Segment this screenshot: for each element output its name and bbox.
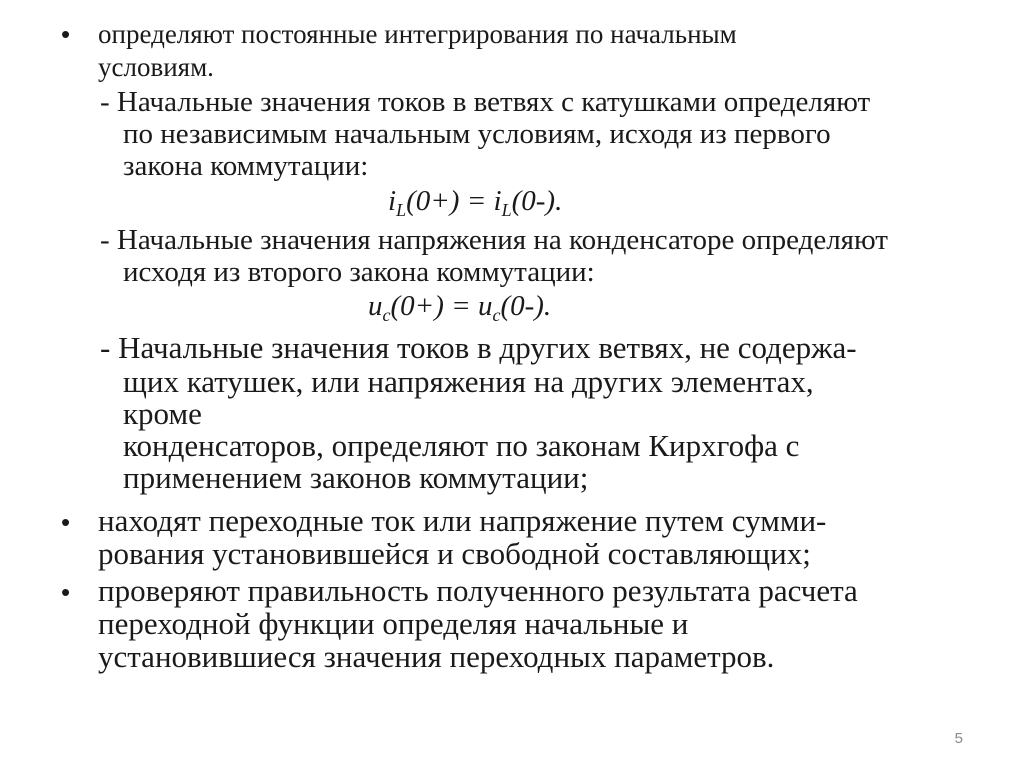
item2-line-1: находят переходные ток или напряжение путем сумми- [98,503,827,538]
formula2-lhs-arg: (0+) = [390,290,478,322]
sub2-line-2: исходя из второго закона коммутации: [123,256,595,288]
sub3-line-3: кроме [123,396,202,431]
sub3-line-5: применением законов коммутации; [123,460,589,495]
formula2-rhs-var: u [477,290,493,322]
bullet-dot-3: • [61,577,71,607]
item1-line-1: определяют постоянные интегрирования по начальным [98,19,737,49]
formula1-rhs-sub: L [501,200,512,220]
formula-current-inductor [388,185,563,220]
sub3-line-4: конденсаторов, определяют по законам Кирхгофа с [123,428,800,463]
item1-line-2: условиям. [98,52,214,82]
sub1-line-1: - Начальные значения токов в ветвях с катушками определяют [100,86,871,118]
bullet-dot-2: • [61,507,71,537]
formula2-rhs-sub: c [492,305,501,325]
bullet-dot-1: • [61,19,71,49]
sub1-line-2: по независимым начальным условиям, исходя из первого [123,118,831,150]
sub3-line-2: щих катушек, или напряжения на других элементах, [123,364,814,399]
page-number: 5 [954,730,963,747]
formula1-rhs-arg: (0-). [511,185,563,217]
formula2-lhs-var: u [368,290,383,322]
sub1-line-3: закона коммутации: [123,150,369,182]
item3-line-3: установившиеся значения переходных параметров. [98,639,775,674]
sub2-line-1: - Начальные значения напряжения на конденсаторе определяют [100,224,888,256]
sub3-line-1: - Начальные значения токов в других ветвях, не содержа- [100,330,857,365]
item2-line-2: рования установившейся и свободной составляющих; [98,536,811,571]
formula1-rhs-var: i [493,185,502,217]
formula1-lhs-var: i [388,185,397,217]
formula1-lhs-sub: L [396,200,407,220]
formula-voltage-capacitor [368,290,552,325]
formula2-lhs-sub: c [382,305,391,325]
item3-line-1: проверяют правильность полученного результата расчета [98,573,858,608]
formula1-lhs-arg: (0+) = [406,185,494,217]
item3-line-2: переходной функции определяя начальные и [98,606,689,641]
formula2-rhs-arg: (0-). [500,290,552,322]
